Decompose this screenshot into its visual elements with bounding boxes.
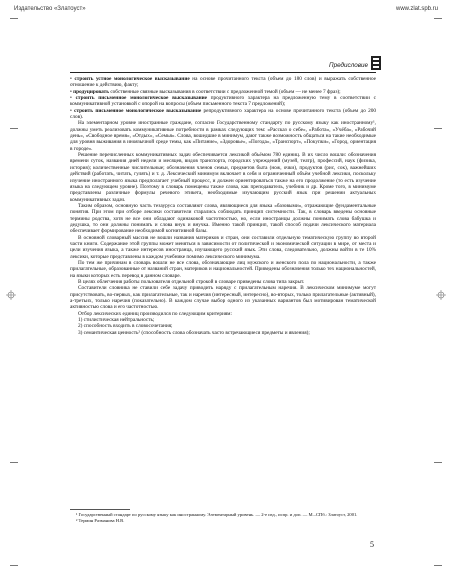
paragraph: • строить устное монологическое высказывание на основе прочитанного текста (объем до 180 слов) и выражать собственное отношение к действию, факту;: [70, 76, 376, 89]
crop-mark: [10, 462, 18, 463]
crop-mark: [10, 18, 18, 19]
paragraph: • продуцировать собственные связные высказывания в соответствии с предложенной темой (объем — не менее 7 фраз);: [70, 88, 341, 95]
paragraph: В основной словарный массив не вошли названия материков и стран, они составили отдельную тематическую группу во второй части книги. Содержание этой группы может меняться в зависимости от политической и экономической ситуации в мире, от места и цели изучения языка, а также интересов иностранца, изучающего русский язык. Эти слова, следовательно, должны войти в те 10% лексики, которые представлены в каждом учебнике помимо лексического минимума.: [70, 234, 376, 260]
registration-mark-icon: [436, 290, 446, 300]
page-number: 5: [370, 540, 374, 549]
header-rule: [70, 72, 376, 73]
paragraph: Таким образом, основную часть тезауруса составляют слова, являющиеся для языка «базовыми», отражающие фундаментальные понятия. При этом при отборе лексики составители старались соблюдать принцип системности. Так, в словарь введены основные термины родства, хотя не все они обладают одинаковой частотностью, но, если иностранцы должны понимать слова бабушка и дедушка, то они должны понимать и слова внук и внучка. Именно такой принцип, такой способ подачи лексического материала обеспечивает формирование необходимой когнитивной базы.: [70, 202, 376, 235]
paragraph: 3) семантическая ценность² (способность слова обозначать часто встречающиеся предметы и явления);: [78, 329, 310, 336]
publisher-name: Издательство «Златоуст»: [14, 6, 86, 12]
paragraph: Составители словника не ставили себе задачу приводить наряду с прилагательным наречия. В лексическом минимуме могут присутствовать, во-первых, как прилагательные, так и наречия (интересный, интересно), во-вторых, только прилагательные (активный), а-третьих, только наречия (показательно). В каждом случае выбор одного из указанных вариантов был мотивирован тематической активностью слова и его частотностью.: [70, 285, 376, 311]
paragraph: 1) стилистическая нейтральность;: [78, 317, 155, 324]
publisher-url: www.zlat.spb.ru: [395, 6, 438, 12]
paragraph: Решение перечисленных коммуникативных задач обеспечивается лексикой объёмом 780 единиц. В их число вошли: обозначения времени суток, названия дней недели и месяцев, видов транспорта, городских учреждений (музей, театр), профессий, наук (физика, история); количественные числительные; обозначения членов семьи, предметов быта (нож, очки), продуктов (рис, сок), важнейших действий (работать, читать, гулять) и т. д. Лексический минимум включает в себя и ограниченный объём учебной лексики, поскольку изучение иностранного языка предполагает учебный процесс, и должен ориентироваться также на его продолжение (то есть изучение языка на следующем уровне). Поэтому в словарь помещены также слова, как преподаватель, учебник и др. Кроме того, в минимуме представлены различные формулы речевого этикета, необходимые изучающим русский язык при решении актуальных коммуникативных задач.: [70, 152, 376, 203]
publisher-logo-icon: [370, 55, 382, 71]
crop-mark: [434, 18, 442, 19]
crop-mark: [434, 462, 442, 463]
crop-mark: [10, 565, 18, 566]
footnote: ¹ Государственный стандарт по русскому языку как иностранному. Элементарный уровень. — 2-е изд., испр. и доп. — М.–СПб.: Златоуст, 2001.: [76, 512, 358, 517]
footnote-rule: [70, 509, 130, 510]
paragraph: • строить письменное монологическое высказывание репродуктивного характера на основе прочитанного текста (объем до 200 слов).: [70, 107, 376, 121]
paragraph: По тем же причинам в словарь вошли не все слова, обозначающие лиц мужского и женского пола по национальности, а также прилагательные, образованные от названий стран, материков и национальностей. Приведены обозначения только тех национальностей, на языки которых есть перевод в данном словаре.: [70, 259, 376, 279]
paragraph: 2) способность входить в словосочетания;: [78, 323, 173, 330]
paragraph: Отбор лексических единиц производился по следующим критериям:: [78, 310, 232, 317]
body-text: [70, 76, 376, 336]
footnote: ² Термин Разманова Н.В.: [76, 517, 125, 523]
crop-mark: [434, 565, 442, 566]
crop-mark: [10, 128, 18, 129]
running-head: Предисловие: [329, 62, 368, 69]
crop-mark: [434, 128, 442, 129]
registration-mark-icon: [6, 290, 16, 300]
footnotes: [70, 512, 376, 523]
paragraph: • строить письменное монологическое высказывание продуктивного характера на предложенную тему в соответствии с коммуникативной установкой с опорой на вопросы (объем письменного текста 7 предложений);: [70, 95, 376, 108]
paragraph: В целях облегчения работы пользователя отдельной строкой в словаре приведены слова типа закрыт.: [78, 279, 305, 285]
paragraph: На элементарном уровне иностранные граждане, согласно Государственному стандарту по русскому языку как иностранному¹, должны уметь реализовать коммуникативные потребности в рамках следующих тем: «Рассказ о себе», «Работа», «Учёба», «Рабочий день», «Свободное время», «Отдых», «Семья». Слова, вошедшие в минимум, дают также возможность общаться на такие необходимые для уровня выживания в иноязычной среде темы, как «Питание», «Здоровье», «Погода», «Транспорт», «Покупки», «Город, ориентация в городе».: [70, 120, 376, 152]
